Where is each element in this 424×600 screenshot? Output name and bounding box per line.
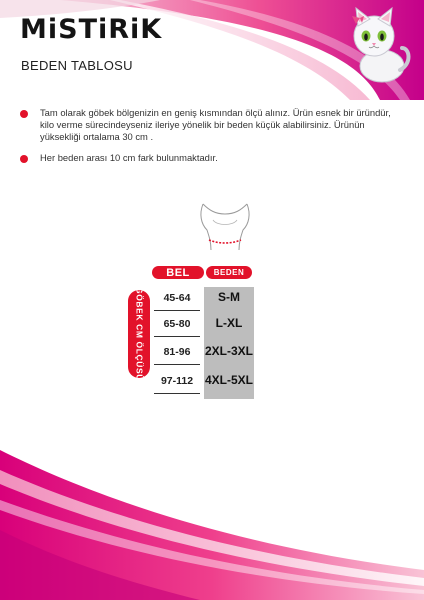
row-divider — [154, 336, 200, 337]
row-divider — [154, 393, 200, 394]
side-label-badge — [128, 287, 150, 381]
waist-range: 65-80 — [163, 318, 191, 330]
column-header-bel: BEL — [152, 266, 204, 279]
red-dot-icon — [20, 155, 28, 163]
column-header-beden: BEDEN — [206, 266, 252, 279]
side-label-text: GÖBEK CM ÖLÇÜSÜ — [134, 287, 145, 381]
footer-decoration — [0, 450, 424, 600]
row-divider — [154, 310, 200, 311]
size-value: 4XL-5XL — [204, 373, 253, 387]
torso-outline-icon — [195, 200, 255, 252]
waist-range: 45-64 — [163, 292, 191, 304]
note-text: Tam olarak göbek bölgenizin en geniş kısmından ölçü alınız. Ürün esnek bir üründür, kilo verme sürecindeyseniz ileriye yönelik bir beden küçük alabilirsiniz. Ürünün yüksekliği ortalama 30 cm . — [40, 107, 391, 142]
waist-range: 97-112 — [160, 375, 194, 387]
note-item — [20, 152, 405, 164]
red-dot-icon — [20, 110, 28, 118]
brand-logo: MiSTiRiK — [20, 14, 163, 45]
cat-mascot-icon — [342, 4, 412, 84]
page-title: BEDEN TABLOSU — [21, 58, 133, 73]
row-divider — [154, 364, 200, 365]
size-value: 2XL-3XL — [204, 344, 253, 358]
note-text: Her beden arası 10 cm fark bulunmaktadır. — [40, 152, 218, 163]
notes-list — [20, 107, 405, 173]
note-item — [20, 107, 405, 143]
size-value: L-XL — [215, 316, 243, 330]
waist-range: 81-96 — [163, 346, 191, 358]
size-value: S-M — [218, 290, 240, 304]
